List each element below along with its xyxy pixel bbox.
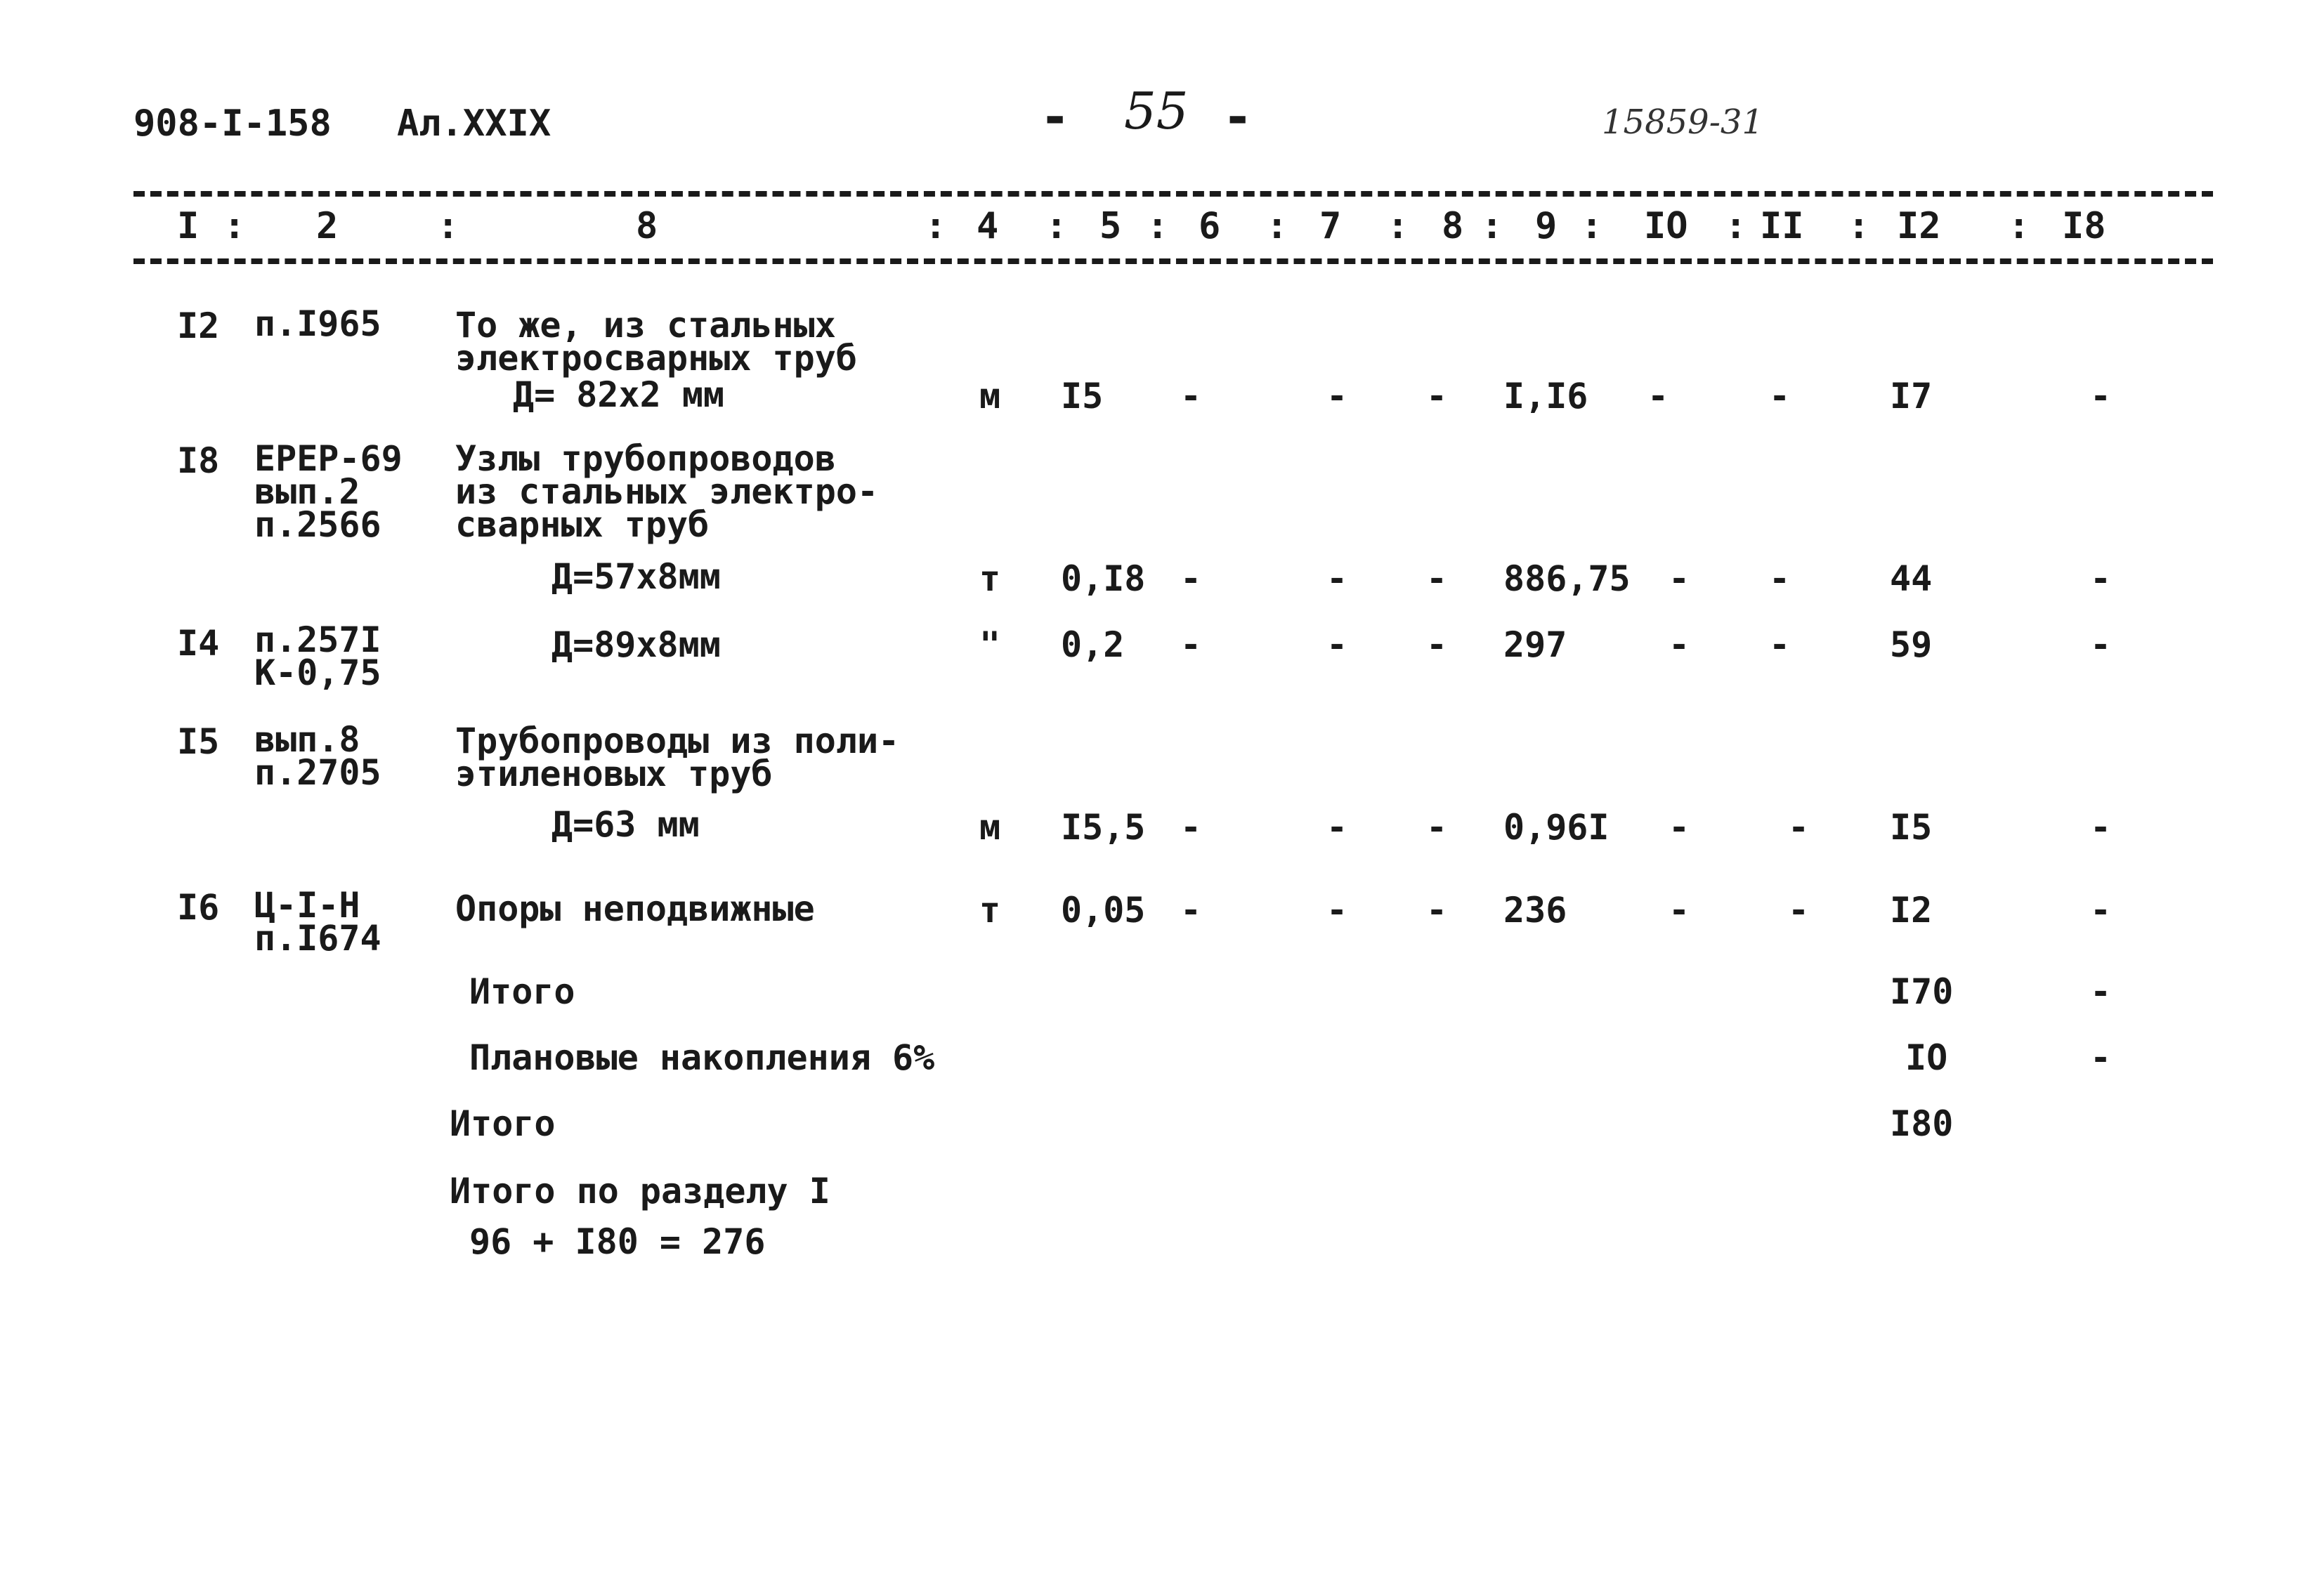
row-description: Узлы трубопроводов из стальных электро- сварных труб bbox=[455, 438, 879, 545]
cell-c10: - bbox=[1669, 890, 1690, 931]
cell-c9: I,I6 bbox=[1503, 376, 1588, 416]
col-separator: : bbox=[223, 205, 246, 247]
cell-c8: - bbox=[1426, 807, 1448, 848]
row-subdescription: Д=63 мм bbox=[551, 804, 700, 845]
page-number: 55 bbox=[1124, 81, 1189, 140]
cell-c9: 886,75 bbox=[1503, 558, 1631, 599]
row-subdescription: Д=57х8мм bbox=[551, 556, 721, 597]
cell-c11: - bbox=[1769, 558, 1791, 599]
row-description: То же, из стальных электросварных труб bbox=[455, 305, 857, 379]
col-header: 5 bbox=[1099, 205, 1122, 247]
total-label: Плановые накопления 6% bbox=[469, 1037, 935, 1078]
cell-c10: - bbox=[1669, 624, 1690, 665]
cell-c12: I7 bbox=[1890, 376, 1933, 416]
col-header: II bbox=[1760, 205, 1804, 247]
total-c12: I70 bbox=[1890, 971, 1954, 1012]
cell-c8: - bbox=[1426, 624, 1448, 665]
col-header: I8 bbox=[2062, 205, 2106, 247]
cell-c6: - bbox=[1180, 376, 1202, 416]
total-c12: IO bbox=[1905, 1037, 1948, 1078]
cell-c7: - bbox=[1326, 376, 1348, 416]
cell-c7: - bbox=[1326, 624, 1348, 665]
col-separator: : bbox=[1581, 205, 1603, 247]
cell-c11: - bbox=[1769, 376, 1791, 416]
row-number: I4 bbox=[177, 623, 220, 664]
cell-unit: м bbox=[979, 807, 1001, 848]
row-subdescription: Д= 82х2 мм bbox=[513, 374, 725, 415]
cell-c8: - bbox=[1426, 558, 1448, 599]
cell-c10: - bbox=[1669, 807, 1690, 848]
document-number: 15859-31 bbox=[1602, 103, 1763, 142]
cell-c5: 0,2 bbox=[1061, 624, 1125, 665]
cell-unit: м bbox=[979, 376, 1001, 416]
cell-c6: - bbox=[1180, 624, 1202, 665]
cell-c7: - bbox=[1326, 890, 1348, 931]
row-description: Опоры неподвижные bbox=[455, 888, 815, 929]
cell-c8: - bbox=[1426, 890, 1448, 931]
cell-unit: т bbox=[979, 890, 1001, 931]
total-c13: - bbox=[2090, 1037, 2112, 1078]
album-number: Ал.XXIX bbox=[397, 103, 551, 145]
cell-c11: - bbox=[1788, 890, 1810, 931]
cell-c6: - bbox=[1180, 890, 1202, 931]
col-header: 6 bbox=[1199, 205, 1221, 247]
cell-c9: 297 bbox=[1503, 624, 1567, 665]
col-header: 4 bbox=[977, 205, 999, 247]
col-header: I bbox=[177, 205, 200, 247]
cell-c12: 44 bbox=[1890, 558, 1933, 599]
row-number: I5 bbox=[177, 721, 220, 762]
page-dash-right: - bbox=[1222, 87, 1253, 146]
cell-c13: - bbox=[2090, 376, 2112, 416]
col-separator: : bbox=[925, 205, 947, 247]
cell-unit: т bbox=[979, 558, 1001, 599]
total-c12: I80 bbox=[1890, 1103, 1954, 1144]
cell-c13: - bbox=[2090, 890, 2112, 931]
cell-c11: - bbox=[1769, 624, 1791, 665]
col-separator: : bbox=[1147, 205, 1169, 247]
cell-c5: 0,05 bbox=[1061, 890, 1146, 931]
cell-c10: - bbox=[1669, 558, 1690, 599]
total-c13: - bbox=[2090, 971, 2112, 1012]
col-separator: : bbox=[1481, 205, 1503, 247]
col-separator: : bbox=[1725, 205, 1747, 247]
col-header: 8 bbox=[636, 205, 658, 247]
cell-c5: I5 bbox=[1061, 376, 1104, 416]
cell-c12: I5 bbox=[1890, 807, 1933, 848]
cell-c6: - bbox=[1180, 807, 1202, 848]
col-separator: : bbox=[1387, 205, 1409, 247]
header-rule-top bbox=[133, 191, 2213, 197]
col-header: 2 bbox=[316, 205, 339, 247]
cell-c12: I2 bbox=[1890, 890, 1933, 931]
cell-c13: - bbox=[2090, 624, 2112, 665]
cell-c5: 0,I8 bbox=[1061, 558, 1146, 599]
page-dash-left: - bbox=[1040, 87, 1071, 146]
section-total-label: Итого по разделу I bbox=[450, 1171, 830, 1211]
cell-c7: - bbox=[1326, 558, 1348, 599]
cell-c9: 0,96I bbox=[1503, 807, 1610, 848]
total-label: Итого bbox=[469, 971, 575, 1012]
row-code: вып.8 п.2705 bbox=[254, 719, 381, 793]
cell-unit: " bbox=[979, 624, 1001, 665]
col-separator: : bbox=[1266, 205, 1288, 247]
row-number: I2 bbox=[177, 306, 220, 346]
cell-c5: I5,5 bbox=[1061, 807, 1146, 848]
row-code: п.I965 bbox=[254, 303, 381, 344]
cell-c11: - bbox=[1788, 807, 1810, 848]
col-separator: : bbox=[1045, 205, 1068, 247]
cell-c7: - bbox=[1326, 807, 1348, 848]
header-rule-bottom bbox=[133, 258, 2213, 264]
row-subdescription: Д=89х8мм bbox=[551, 624, 721, 665]
cell-c13: - bbox=[2090, 558, 2112, 599]
project-code: 908-I-158 bbox=[133, 103, 332, 145]
col-header: 8 bbox=[1442, 205, 1464, 247]
cell-c8: - bbox=[1426, 376, 1448, 416]
col-header: 7 bbox=[1319, 205, 1342, 247]
total-label: Итого bbox=[450, 1103, 556, 1144]
col-header: 9 bbox=[1535, 205, 1558, 247]
row-description: Трубопроводы из поли- этиленовых труб bbox=[455, 721, 900, 794]
row-number: I6 bbox=[177, 887, 220, 928]
cell-c10: - bbox=[1647, 376, 1669, 416]
row-code: Ц-I-Н п.I674 bbox=[254, 885, 381, 959]
section-total-formula: 96 + I80 = 276 bbox=[469, 1221, 766, 1262]
cell-c6: - bbox=[1180, 558, 1202, 599]
col-header: IO bbox=[1644, 205, 1688, 247]
col-header: I2 bbox=[1897, 205, 1941, 247]
cell-c12: 59 bbox=[1890, 624, 1933, 665]
row-code: ЕРЕР-69 вып.2 п.2566 bbox=[254, 438, 403, 545]
cell-c9: 236 bbox=[1503, 890, 1567, 931]
col-separator: : bbox=[1848, 205, 1870, 247]
col-separator: : bbox=[437, 205, 459, 247]
cell-c13: - bbox=[2090, 807, 2112, 848]
row-number: I8 bbox=[177, 440, 220, 481]
row-code: п.257I К-0,75 bbox=[254, 619, 381, 693]
col-separator: : bbox=[2008, 205, 2030, 247]
